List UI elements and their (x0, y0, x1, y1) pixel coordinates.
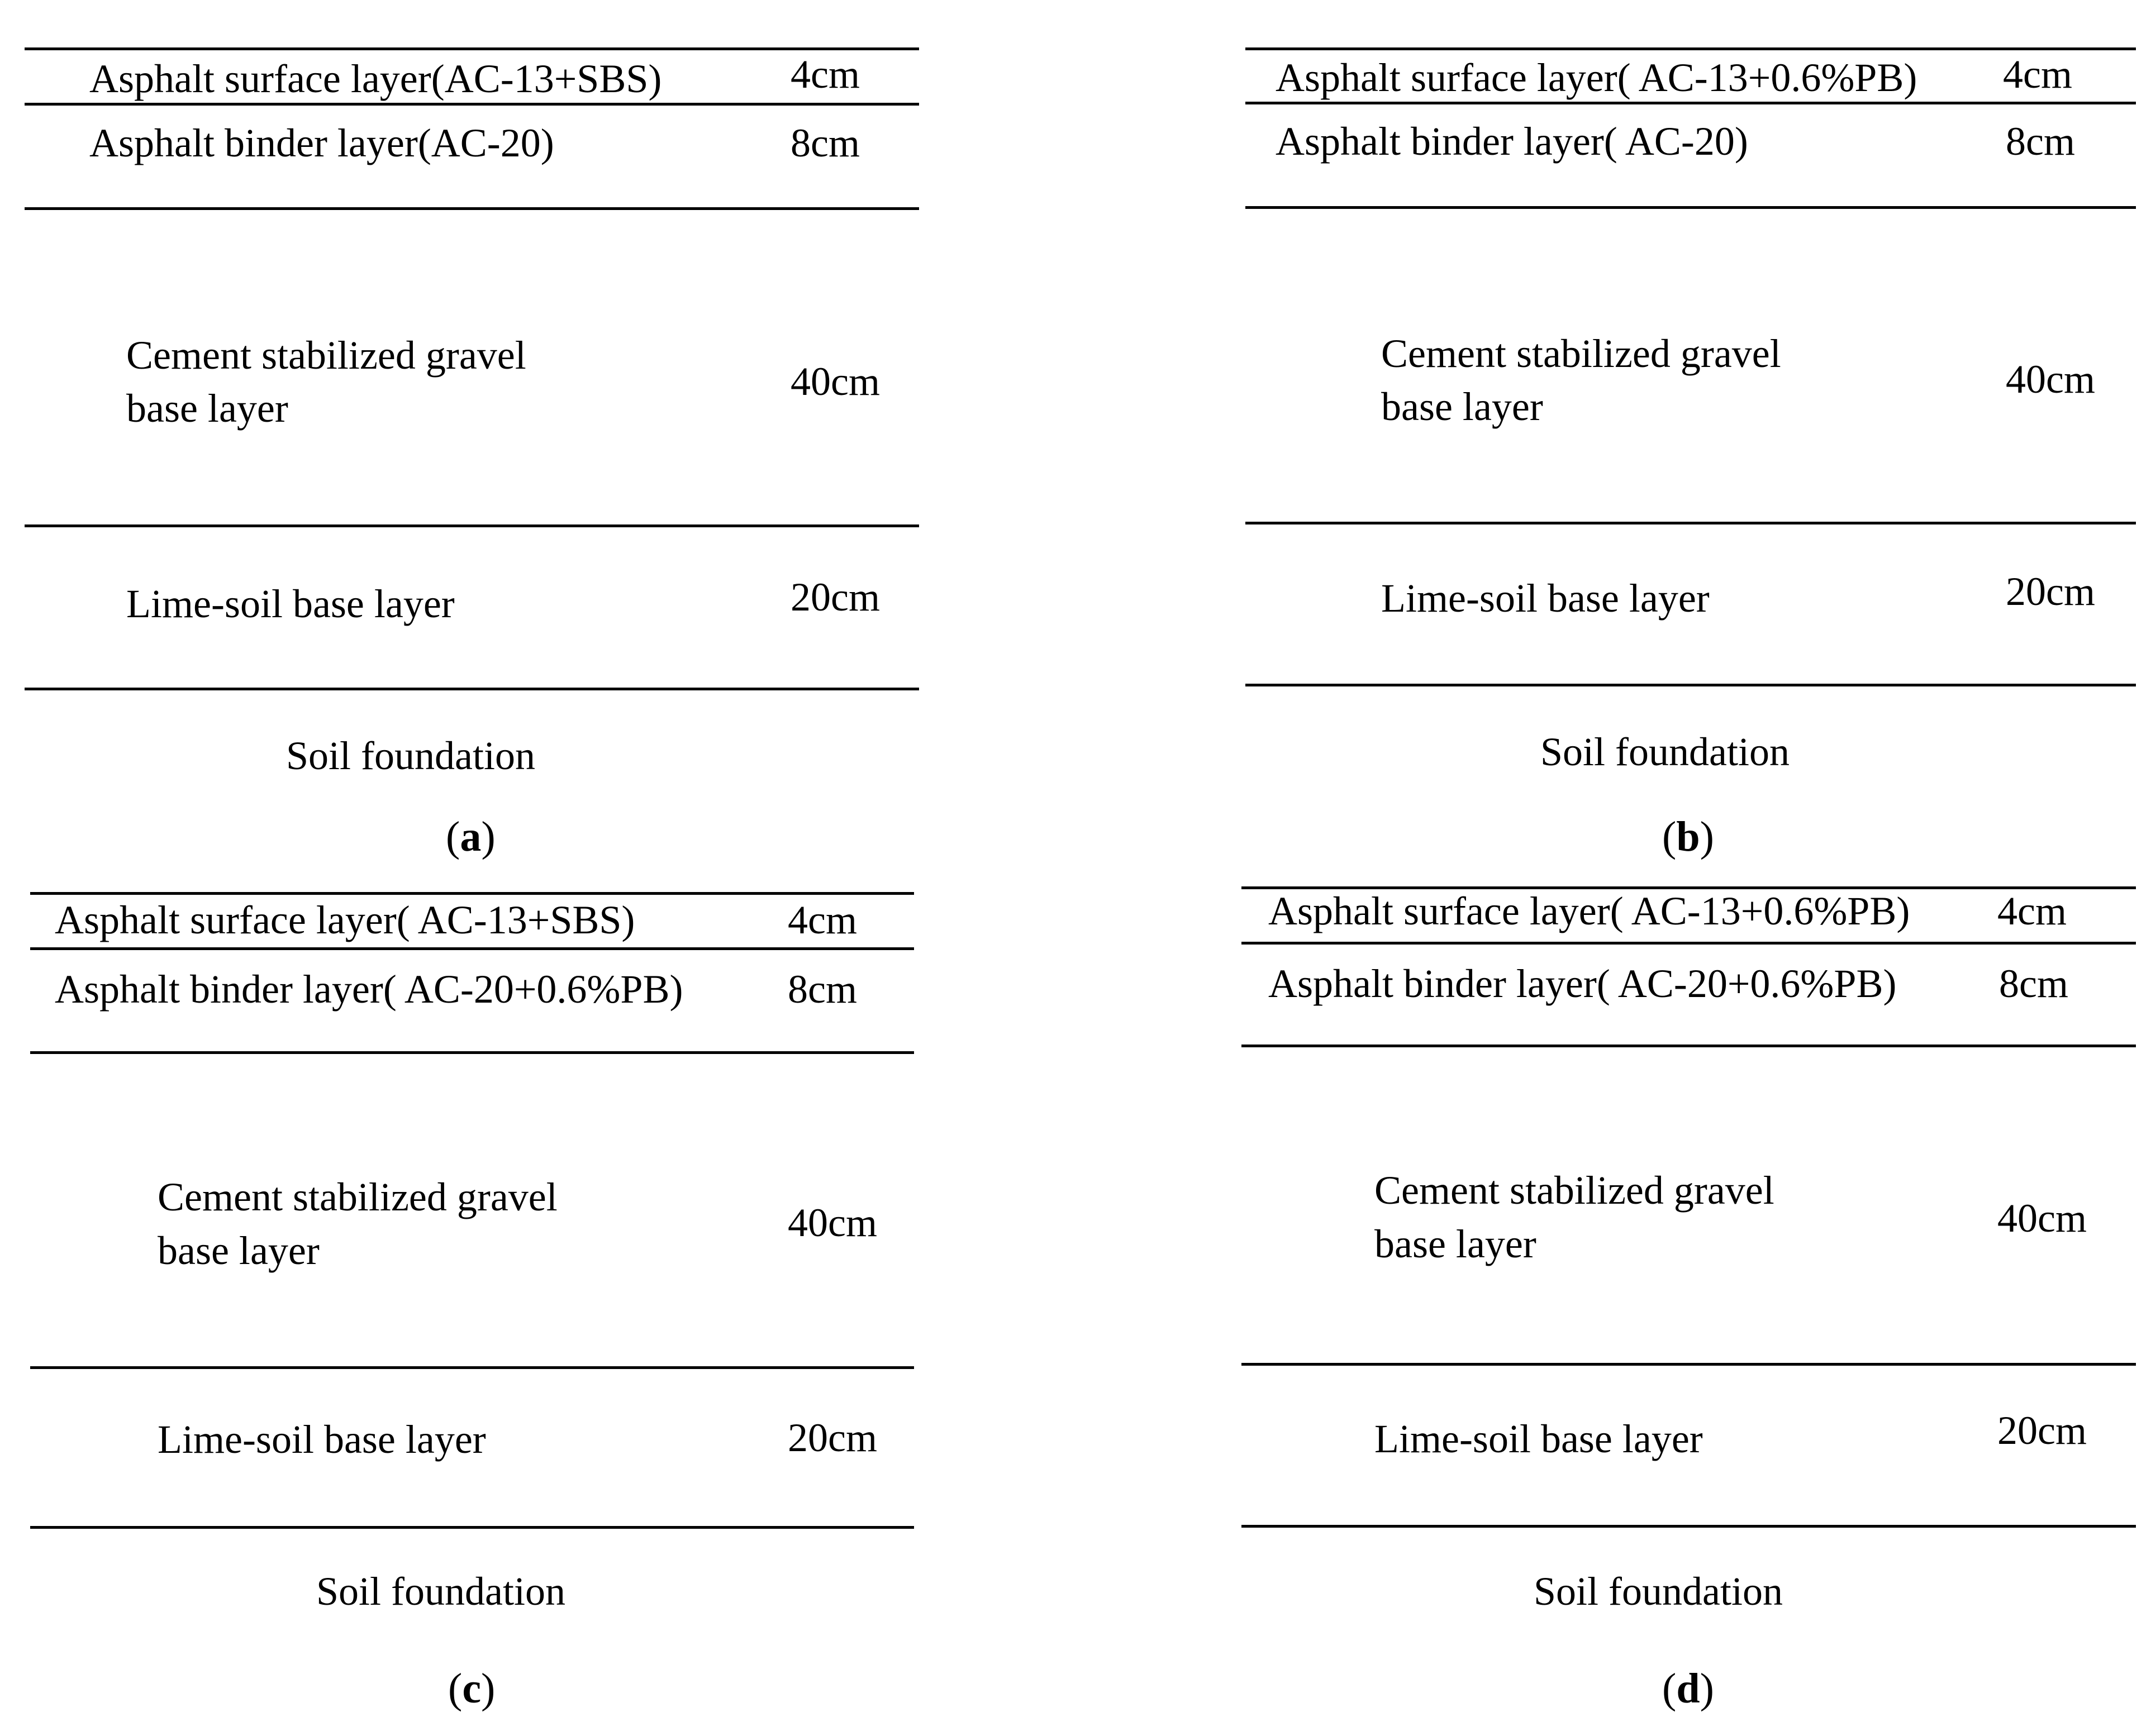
base-layer-thickness: 40cm (788, 1200, 877, 1245)
binder-layer-label: Asphalt binder layer( AC-20+0.6%PB) (1268, 961, 1897, 1006)
layer-divider (25, 688, 919, 690)
base-layer-label-line2: base layer (158, 1228, 320, 1273)
soil-foundation-label: Soil foundation (1534, 1569, 1783, 1614)
panel-caption: (b) (1662, 813, 1714, 860)
base-layer-label-line1: Cement stabilized gravel (158, 1175, 558, 1219)
binder-layer-label: Asphalt binder layer( AC-20) (1276, 119, 1748, 164)
binder-layer-thickness: 8cm (791, 121, 860, 165)
lime-soil-layer-label: Lime-soil base layer (1374, 1417, 1703, 1461)
lime-soil-layer-thickness: 20cm (2006, 569, 2095, 614)
soil-foundation-label: Soil foundation (1540, 729, 1790, 774)
base-layer-label-line1: Cement stabilized gravel (1381, 331, 1781, 376)
lime-soil-layer-label: Lime-soil base layer (1381, 576, 1710, 621)
layer-divider (1245, 206, 2136, 209)
binder-layer-thickness: 8cm (788, 967, 857, 1012)
base-layer-label-line2: base layer (1374, 1222, 1536, 1266)
base-layer-thickness: 40cm (791, 359, 880, 404)
surface-layer-label: Asphalt surface layer(AC-13+SBS) (89, 56, 662, 101)
layer-divider (1245, 102, 2136, 104)
base-layer-thickness: 40cm (1997, 1196, 2087, 1241)
base-layer-label-line1: Cement stabilized gravel (126, 333, 526, 378)
base-layer-thickness: 40cm (2006, 357, 2095, 402)
layer-divider (1241, 1045, 2136, 1047)
panel-caption: (c) (448, 1665, 496, 1712)
lime-soil-layer-thickness: 20cm (1997, 1408, 2087, 1453)
layer-divider (30, 1526, 914, 1529)
layer-divider (25, 524, 919, 527)
base-layer-label-line2: base layer (126, 386, 288, 431)
panel-caption: (a) (446, 813, 496, 860)
binder-layer-thickness: 8cm (1999, 961, 2068, 1006)
surface-layer-label: Asphalt surface layer( AC-13+0.6%PB) (1268, 889, 1910, 933)
binder-layer-label: Asphalt binder layer(AC-20) (89, 121, 554, 165)
lime-soil-layer-thickness: 20cm (791, 575, 880, 619)
lime-soil-layer-thickness: 20cm (788, 1415, 877, 1460)
layer-divider (30, 947, 914, 950)
layer-divider (30, 1366, 914, 1369)
soil-foundation-label: Soil foundation (286, 733, 535, 778)
lime-soil-layer-label: Lime-soil base layer (126, 581, 455, 626)
layer-divider (30, 1051, 914, 1054)
binder-layer-label: Asphalt binder layer( AC-20+0.6%PB) (55, 967, 683, 1012)
lime-soil-layer-label: Lime-soil base layer (158, 1417, 486, 1462)
layer-divider (1241, 1363, 2136, 1366)
layer-divider (30, 892, 914, 895)
layer-divider (1245, 522, 2136, 524)
base-layer-label-line1: Cement stabilized gravel (1374, 1168, 1774, 1213)
layer-divider (25, 207, 919, 210)
layer-divider (25, 47, 919, 50)
surface-layer-label: Asphalt surface layer( AC-13+SBS) (55, 898, 635, 942)
layer-divider (1241, 1525, 2136, 1528)
surface-layer-thickness: 4cm (791, 52, 860, 97)
surface-layer-thickness: 4cm (2003, 52, 2072, 97)
soil-foundation-label: Soil foundation (316, 1569, 565, 1614)
layer-divider (1245, 47, 2136, 50)
binder-layer-thickness: 8cm (2006, 119, 2075, 164)
layer-divider (1241, 942, 2136, 945)
surface-layer-label: Asphalt surface layer( AC-13+0.6%PB) (1276, 55, 1917, 100)
layer-divider (1245, 684, 2136, 686)
surface-layer-thickness: 4cm (1997, 889, 2067, 933)
base-layer-label-line2: base layer (1381, 384, 1543, 429)
layer-divider (25, 103, 919, 106)
panel-caption: (d) (1662, 1665, 1714, 1712)
surface-layer-thickness: 4cm (788, 898, 857, 942)
